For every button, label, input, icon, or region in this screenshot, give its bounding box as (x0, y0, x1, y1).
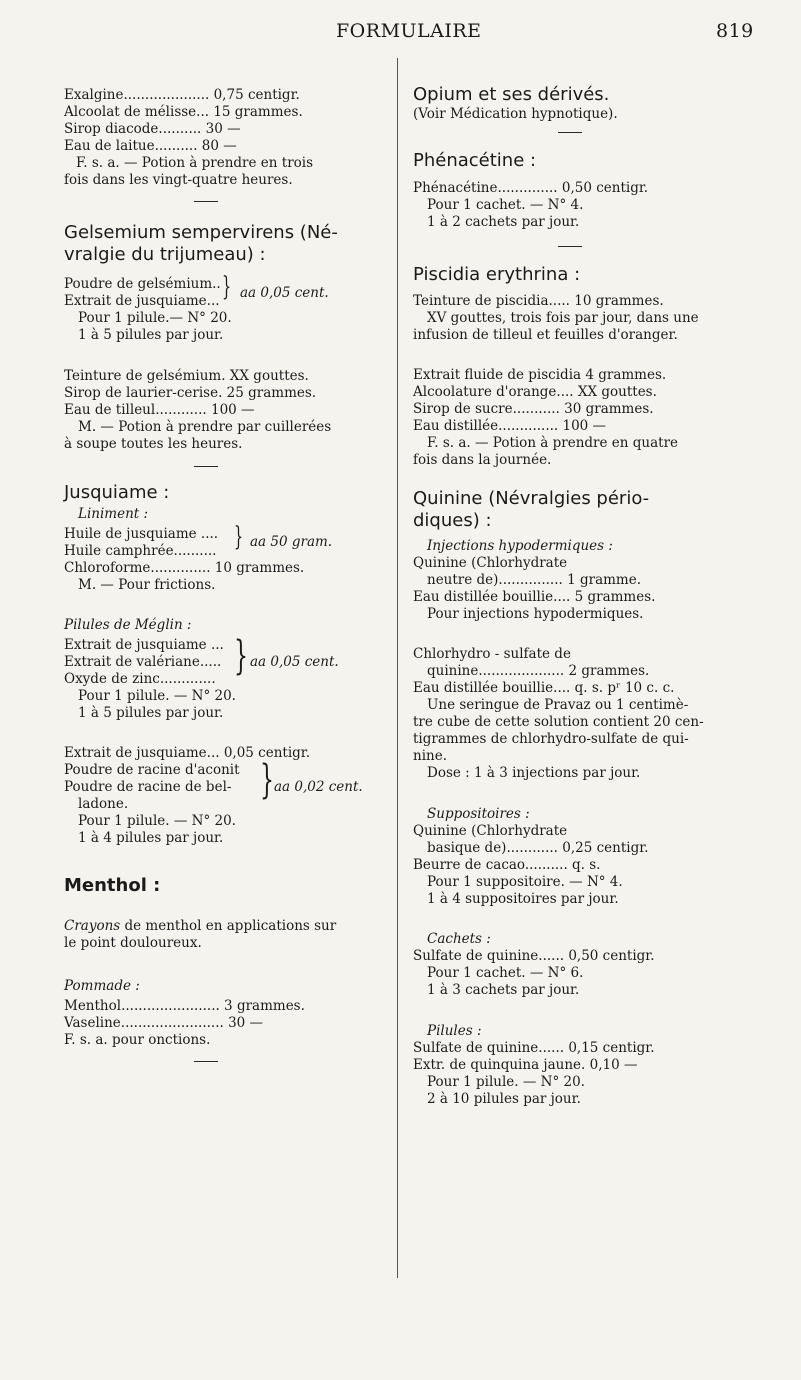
brace: } (222, 272, 232, 302)
jusquiame-qty: aa 50 gram. (250, 534, 333, 550)
crayons-label: Crayons (64, 918, 121, 934)
gelsemium-line: Pour 1 pilule.— N° 20. (78, 310, 232, 326)
brace: } (234, 522, 244, 552)
jusquiame-line: Extrait de jusquiame... 0,05 centigr. (64, 745, 311, 761)
quinine-line: tre cube de cette solution contient 20 cen- (413, 714, 704, 730)
quinine-line: Quinine (Chlorhydrate (413, 823, 568, 839)
subsection-title: Suppositoires : (427, 806, 530, 822)
quinine-line: Pour injections hypodermiques. (427, 606, 644, 622)
section-title-gelsemium: Gelsemium sempervirens (Né- (64, 222, 338, 243)
phenacetine-line: 1 à 2 cachets par jour. (427, 214, 580, 230)
jusquiame-line: Extrait de jusquiame ... (64, 637, 224, 653)
quinine-line: Eau distillée bouillie.... 5 grammes. (413, 589, 656, 605)
quinine-line: Sulfate de quinine...... 0,15 centigr. (413, 1040, 655, 1056)
quinine-line: Une seringue de Pravaz ou 1 centimè- (427, 697, 689, 713)
gelsemium-line: à soupe toutes les heures. (64, 436, 243, 452)
jusquiame-line: M. — Pour frictions. (78, 577, 216, 593)
quinine-line: Beurre de cacao.......... q. s. (413, 857, 601, 873)
subsection-title: Pilules de Méglin : (64, 617, 192, 633)
gelsemium-line: 1 à 5 pilules par jour. (78, 327, 224, 343)
piscidia-line: Alcoolature d'orange.... XX gouttes. (413, 384, 657, 400)
quinine-line: tigrammes de chlorhydro-sulfate de qui- (413, 731, 689, 747)
quinine-line: Extr. de quinquina jaune. 0,10 — (413, 1057, 638, 1073)
piscidia-line: Teinture de piscidia..... 10 grammes. (413, 293, 664, 309)
exalgine-line: F. s. a. — Potion à prendre en trois (76, 155, 314, 171)
exalgine-line: fois dans les vingt-quatre heures. (64, 172, 293, 188)
gelsemium-line: Eau de tilleul............ 100 — (64, 402, 255, 418)
section-title-piscidia: Piscidia erythrina : (413, 264, 581, 285)
gelsemium-line: Poudre de gelsémium.. (64, 276, 221, 292)
section-title-jusquiame: Jusquiame : (64, 482, 170, 503)
page-title: FORMULAIRE (336, 20, 482, 42)
gelsemium-line: Sirop de laurier-cerise. 25 grammes. (64, 385, 317, 401)
quinine-line: Chlorhydro - sulfate de (413, 646, 571, 662)
jusquiame-line: 1 à 4 pilules par jour. (78, 830, 224, 846)
quinine-line: nine. (413, 748, 447, 764)
section-title-quinine: diques) : (413, 510, 492, 531)
subsection-title: Liniment : (78, 506, 149, 522)
exalgine-line: Alcoolat de mélisse... 15 grammes. (64, 104, 303, 120)
menthol-line: Crayons de menthol en applications sur (64, 918, 337, 934)
menthol-line: Menthol....................... 3 grammes. (64, 998, 305, 1014)
separator (194, 201, 218, 202)
jusquiame-qty: aa 0,05 cent. (250, 654, 339, 670)
section-title-menthol: Menthol : (64, 875, 161, 896)
quinine-line: 1 à 4 suppositoires par jour. (427, 891, 619, 907)
jusquiame-line: 1 à 5 pilules par jour. (78, 705, 224, 721)
section-title-opium: Opium et ses dérivés. (413, 84, 610, 105)
quinine-line: Pour 1 cachet. — N° 6. (427, 965, 584, 981)
column-divider (397, 58, 398, 1278)
piscidia-line: Extrait fluide de piscidia 4 grammes. (413, 367, 667, 383)
piscidia-line: F. s. a. — Potion à prendre en quatre (427, 435, 679, 451)
opium-line: (Voir Médication hypnotique). (413, 106, 618, 122)
exalgine-line: Sirop diacode.......... 30 — (64, 121, 241, 137)
quinine-line: Quinine (Chlorhydrate (413, 555, 568, 571)
subsection-title: Injections hypodermiques : (427, 538, 613, 554)
piscidia-line: infusion de tilleul et feuilles d'oranger. (413, 327, 678, 343)
quinine-line: Dose : 1 à 3 injections par jour. (427, 765, 641, 781)
separator (558, 132, 582, 133)
section-title-phenacetine: Phénacétine : (413, 150, 537, 171)
quinine-line: basique de)............ 0,25 centigr. (427, 840, 649, 856)
section-title-gelsemium: vralgie du trijumeau) : (64, 244, 266, 265)
jusquiame-line: Poudre de racine de bel- (64, 779, 232, 795)
menthol-line: le point douloureux. (64, 935, 202, 951)
page-number: 819 (716, 20, 754, 42)
phenacetine-line: Phénacétine.............. 0,50 centigr. (413, 180, 649, 196)
separator (558, 246, 582, 247)
exalgine-line: Eau de laitue.......... 80 — (64, 138, 237, 154)
section-title-quinine: Quinine (Névralgies pério- (413, 488, 650, 509)
jusquiame-line: Pour 1 pilule. — N° 20. (78, 813, 236, 829)
phenacetine-line: Pour 1 cachet. — N° 4. (427, 197, 584, 213)
quinine-line: 1 à 3 cachets par jour. (427, 982, 580, 998)
jusquiame-line: Chloroforme.............. 10 grammes. (64, 560, 305, 576)
quinine-line: Sulfate de quinine...... 0,50 centigr. (413, 948, 655, 964)
menthol-line: F. s. a. pour onctions. (64, 1032, 211, 1048)
exalgine-line: Exalgine.................... 0,75 centigr. (64, 87, 300, 103)
quinine-line: Eau distillée bouillie.... q. s. pʳ 10 c. c. (413, 680, 675, 696)
quinine-line: Pour 1 pilule. — N° 20. (427, 1074, 585, 1090)
menthol-line: Vaseline........................ 30 — (64, 1015, 264, 1031)
jusquiame-line: Extrait de valériane..... (64, 654, 222, 670)
piscidia-line: XV gouttes, trois fois par jour, dans une (427, 310, 699, 326)
jusquiame-line: Huile de jusquiame .... (64, 526, 219, 542)
jusquiame-line: Oxyde de zinc............. (64, 671, 216, 687)
piscidia-line: fois dans la journée. (413, 452, 552, 468)
subsection-title: Cachets : (427, 931, 491, 947)
separator (194, 466, 218, 467)
quinine-line: neutre de)............... 1 gramme. (427, 572, 642, 588)
quinine-line: 2 à 10 pilules par jour. (427, 1091, 581, 1107)
jusquiame-line: Poudre de racine d'aconit (64, 762, 240, 778)
gelsemium-qty: aa 0,05 cent. (240, 285, 329, 301)
gelsemium-line: Extrait de jusquiame... (64, 293, 220, 309)
jusquiame-line: Pour 1 pilule. — N° 20. (78, 688, 236, 704)
jusquiame-line: Huile camphrée.......... (64, 543, 217, 559)
piscidia-line: Eau distillée.............. 100 — (413, 418, 607, 434)
piscidia-line: Sirop de sucre........... 30 grammes. (413, 401, 654, 417)
quinine-line: quinine.................... 2 grammes. (427, 663, 650, 679)
separator (194, 1061, 218, 1062)
jusquiame-line: ladone. (78, 796, 129, 812)
brace: } (234, 633, 248, 679)
gelsemium-line: Teinture de gelsémium. XX gouttes. (64, 368, 309, 384)
quinine-line: Pour 1 suppositoire. — N° 4. (427, 874, 623, 890)
jusquiame-qty: aa 0,02 cent. (274, 779, 363, 795)
gelsemium-line: M. — Potion à prendre par cuillerées (78, 419, 332, 435)
subsection-title: Pilules : (427, 1023, 482, 1039)
subsection-title: Pommade : (64, 978, 140, 994)
brace: } (260, 757, 274, 803)
